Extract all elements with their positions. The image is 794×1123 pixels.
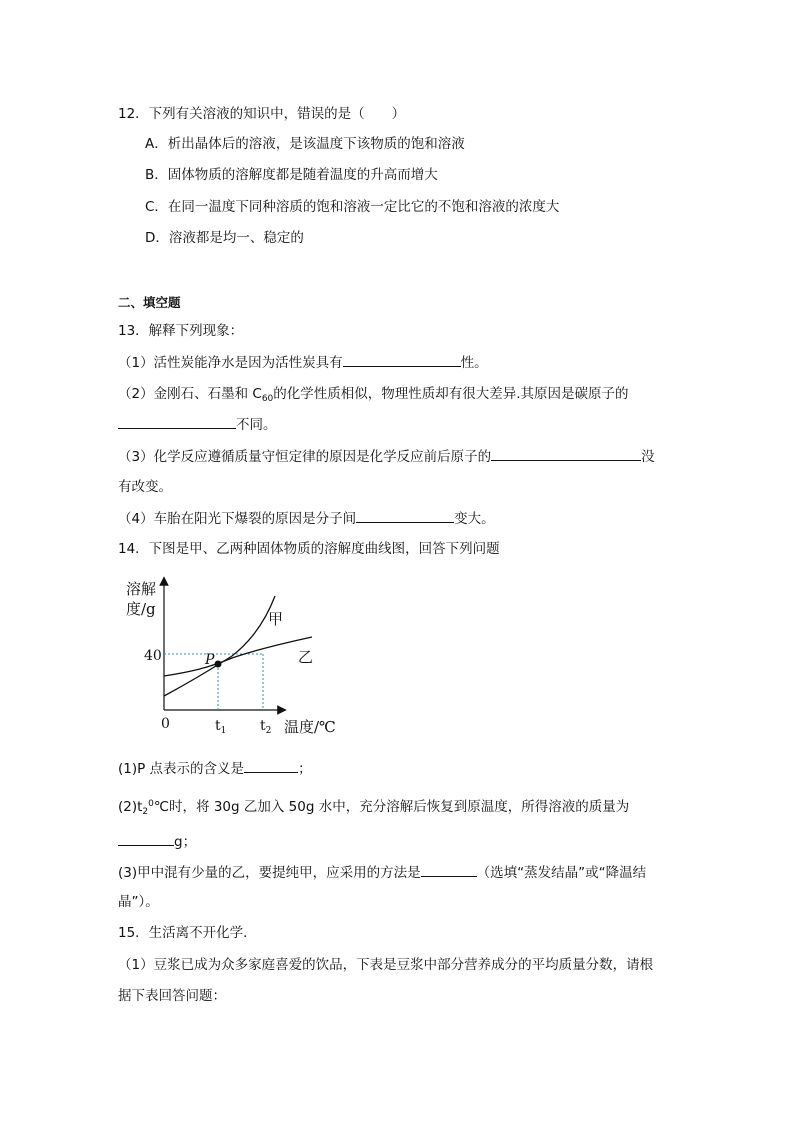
degree-superscript: 0 xyxy=(148,799,154,809)
q14-sub2-text-cont: ℃时，将 30g 乙加入 50g 水中，充分溶解后恢复到原温度，所得溶液的质量为 xyxy=(153,799,630,815)
curve-jia-label: 甲 xyxy=(268,610,284,628)
t2-subscript: 2 xyxy=(142,807,149,817)
q13-part2-text: （2）金刚石、石墨和 C xyxy=(118,386,262,402)
y-axis-label-line2: 度/g xyxy=(126,600,156,618)
q13-part3 xyxy=(118,446,655,467)
q13-part2-line2 xyxy=(118,414,277,435)
q14-sub3-suffix: （选填“蒸发结晶”或“降温结 xyxy=(476,865,647,881)
q14-stem: 14．下图是甲、乙两种固体物质的溶解度曲线图，回答下列问题 xyxy=(118,541,500,557)
x-axis-label: 温度/℃ xyxy=(284,718,336,736)
t1-label-sub: 1 xyxy=(220,726,227,736)
curve-yi xyxy=(164,637,312,676)
q13-part2-suffix: 不同。 xyxy=(236,417,277,433)
answer-blank[interactable] xyxy=(491,446,641,461)
q14-sub3 xyxy=(118,862,646,883)
origin-label: 0 xyxy=(161,716,170,732)
q13-part1-text: （1）活性炭能净水是因为活性炭具有 xyxy=(118,355,343,371)
answer-blank[interactable] xyxy=(343,352,461,367)
q15-part1: （1）豆浆已成为众多家庭喜爱的饮品，下表是豆浆中部分营养成分的平均质量分数，请根 xyxy=(118,957,654,973)
t2-label xyxy=(260,718,271,736)
answer-blank[interactable] xyxy=(244,758,298,773)
y-tick-40: 40 xyxy=(144,648,162,664)
q15-stem: 15．生活离不开化学． xyxy=(118,925,257,941)
q14-sub3-line2: 晶”）。 xyxy=(118,894,159,910)
point-p-label: P xyxy=(205,652,215,668)
answer-blank[interactable] xyxy=(118,414,236,429)
q12-option-c: C．在同一温度下同种溶质的饱和溶液一定比它的不饱和溶液的浓度大 xyxy=(145,199,560,215)
q13-part4 xyxy=(118,508,495,529)
q15-part1-line2: 据下表回答问题： xyxy=(118,988,226,1004)
q13-part3-suffix: 没 xyxy=(641,449,655,465)
q12-option-b: B．固体物质的溶解度都是随着温度的升高而增大 xyxy=(145,167,438,183)
solubility-curve-graph xyxy=(120,572,360,742)
q13-part1-suffix: 性。 xyxy=(460,355,488,371)
q14-sub2-line2 xyxy=(118,831,196,852)
q13-part2 xyxy=(118,384,629,409)
q13-part4-text: （4）车胎在阳光下爆裂的原因是分子间 xyxy=(118,511,357,527)
q12-stem: 12．下列有关溶液的知识中，错误的是（ ） xyxy=(118,106,406,122)
q13-part1 xyxy=(118,352,488,373)
t1-label-base: t xyxy=(215,718,221,734)
q12-option-d: D．溶液都是均一、稳定的 xyxy=(145,230,304,246)
q14-sub1 xyxy=(118,758,312,779)
answer-blank[interactable] xyxy=(118,831,174,846)
section-heading: 二、填空题 xyxy=(118,295,181,310)
q14-sub1-suffix: ； xyxy=(298,761,312,777)
q14-sub2-suffix: g； xyxy=(174,834,197,850)
curve-yi-label: 乙 xyxy=(298,648,314,666)
answer-blank[interactable] xyxy=(356,508,454,523)
q14-sub3-text: (3)甲中混有少量的乙，要提纯甲，应采用的方法是 xyxy=(118,865,421,881)
q14-sub1-text: (1)P 点表示的含义是 xyxy=(118,761,245,777)
y-axis-label: 溶解 xyxy=(126,580,157,598)
q13-part3-line2: 有改变。 xyxy=(118,479,172,495)
q14-sub2-text: (2)t xyxy=(118,799,143,815)
t2-label-base: t xyxy=(260,718,266,734)
answer-blank[interactable] xyxy=(421,862,477,877)
q13-part2-text-cont: 的化学性质相似，物理性质却有很大差异.其原因是碳原子的 xyxy=(273,386,629,402)
curve-jia xyxy=(164,596,275,696)
c60-subscript: 60 xyxy=(261,394,274,404)
q13-part4-suffix: 变大。 xyxy=(454,511,495,527)
q12-option-a: A．析出晶体后的溶液，是该温度下该物质的饱和溶液 xyxy=(145,136,465,152)
intersection-point xyxy=(215,661,222,668)
q14-sub2 xyxy=(118,794,629,822)
t1-label xyxy=(215,718,226,736)
q13-stem: 13．解释下列现象： xyxy=(118,323,244,339)
q13-part3-text: （3）化学反应遵循质量守恒定律的原因是化学反应前后原子的 xyxy=(118,449,492,465)
t2-label-sub: 2 xyxy=(265,726,272,736)
